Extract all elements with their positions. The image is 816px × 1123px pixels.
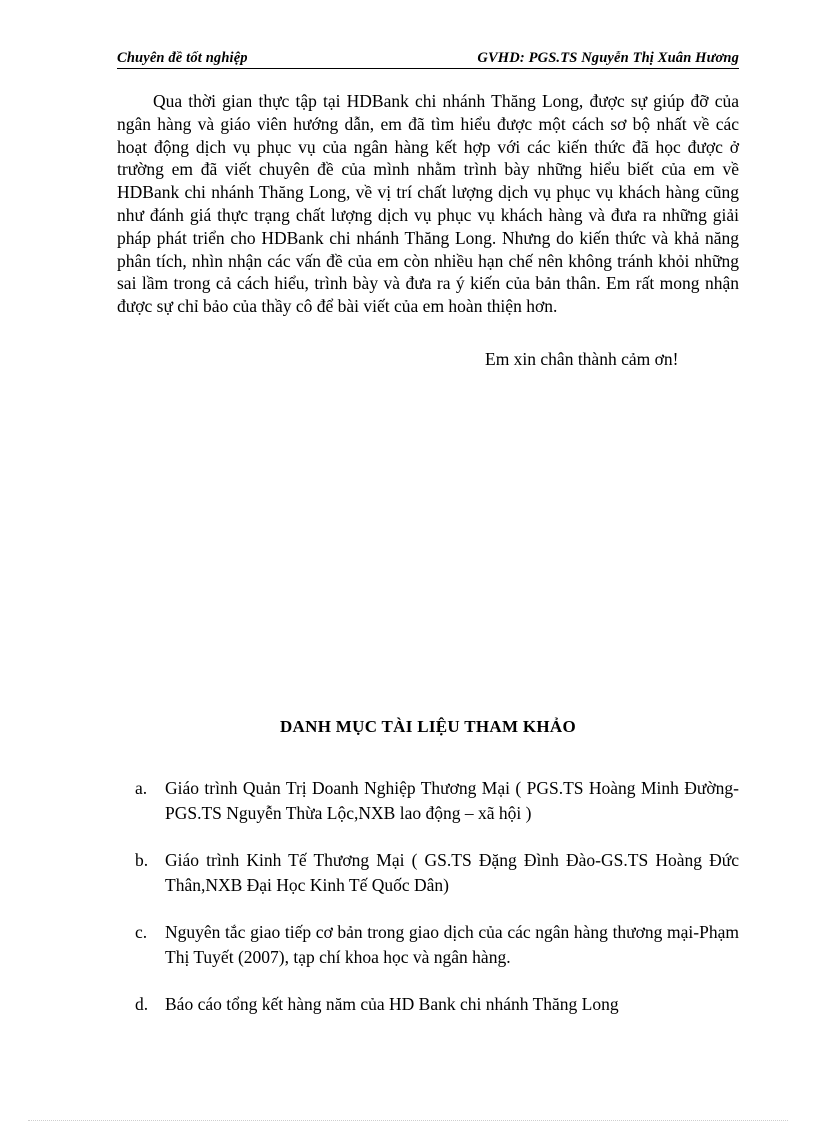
reference-item: [117, 992, 739, 1017]
reference-item: [117, 776, 739, 825]
reference-marker: a.: [135, 778, 148, 798]
reference-text: Giáo trình Quản Trị Doanh Nghiệp Thương Mại ( PGS.TS Hoàng Minh Đường-PGS.TS Nguyễn Thừa Lộc,NXB lao động – xã hội ): [165, 778, 739, 823]
reference-text: Giáo trình Kinh Tế Thương Mại ( GS.TS Đặng Đình Đào-GS.TS Hoàng Đức Thân,NXB Đại Học Kinh Tế Quốc Dân): [165, 850, 739, 895]
header-left-title: Chuyên đề tốt nghiệp: [117, 50, 248, 66]
page-header: [117, 50, 739, 69]
reference-marker: b.: [135, 850, 149, 870]
closing-thanks: Em xin chân thành cảm ơn!: [485, 349, 679, 369]
header-right-supervisor: GVHD: PGS.TS Nguyễn Thị Xuân Hương: [477, 50, 739, 66]
reference-text: Báo cáo tổng kết hàng năm của HD Bank chi nhánh Thăng Long: [165, 994, 619, 1014]
reference-item: [117, 848, 739, 897]
main-text: [117, 90, 739, 318]
references-title: DANH MỤC TÀI LIỆU THAM KHẢO: [279, 717, 577, 736]
page-bottom-divider: [28, 1120, 788, 1121]
body-paragraph: Qua thời gian thực tập tại HDBank chi nhánh Thăng Long, được sự giúp đỡ của ngân hàng và giáo viên hướng dẫn, em đã tìm hiểu được một cách sơ bộ nhất về các hoạt động dịch vụ phục vụ của ngân hàng kết hợp với các kiến thức đã học được ở trường em đã viết chuyên đề của mình nhằm trình bày những hiểu biết của em về HDBank chi nhánh Thăng Long, về vị trí chất lượng dịch vụ phục vụ khách hàng cũng như đánh giá thực trạng chất lượng dịch vụ phục vụ khách hàng và đưa ra những giải pháp phát triển cho HDBank chi nhánh Thăng Long. Nhưng do kiến thức và khả năng phân tích, nhìn nhận các vấn đề của em còn nhiều hạn chế nên không tránh khỏi những sai lầm trong cả cách hiểu, trình bày và đưa ra ý kiến của bản thân. Em rất mong nhận được sự chỉ bảo của thầy cô để bài viết của em hoàn thiện hơn.: [117, 91, 739, 317]
reference-item: [117, 920, 739, 969]
reference-marker: c.: [135, 922, 148, 942]
reference-marker: d.: [135, 994, 149, 1014]
reference-text: Nguyên tắc giao tiếp cơ bản trong giao dịch của các ngân hàng thương mại-Phạm Thị Tuyết (2007), tạp chí khoa học và ngân hàng.: [165, 922, 739, 967]
references-list: [117, 776, 739, 1040]
